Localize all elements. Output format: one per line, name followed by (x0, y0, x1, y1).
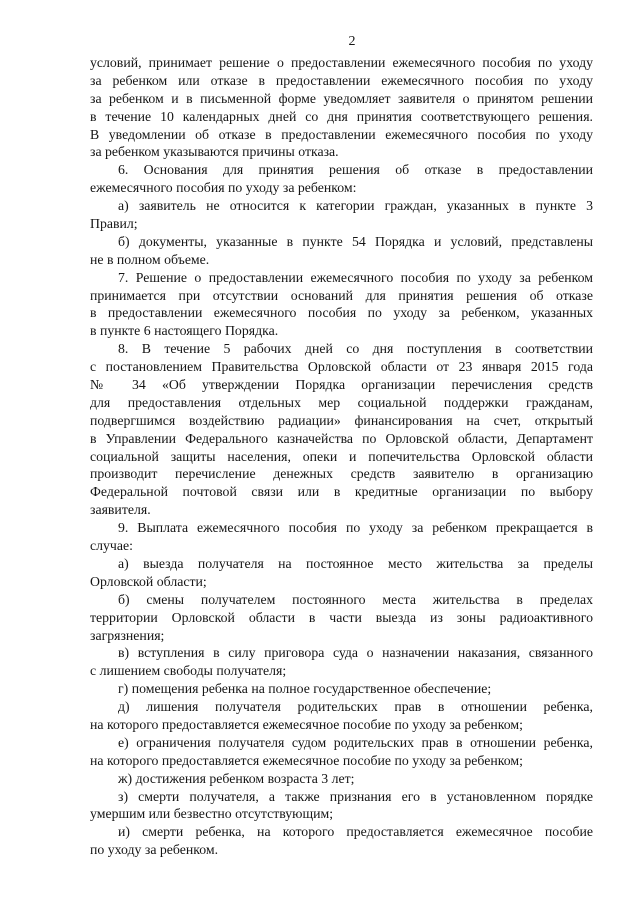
paragraph (90, 233, 593, 269)
text-line: не в полном объеме. (90, 251, 210, 267)
text-line: загрязнения; (90, 627, 165, 643)
text-line: е) ограничения получателя судом родительских прав в отношении ребенка, (118, 734, 593, 750)
paragraph (90, 734, 593, 770)
paragraph (90, 788, 593, 824)
text-line: б) документы, указанные в пункте 54 Порядка и условий, представлены (118, 233, 593, 249)
text-line: на которого предоставляется ежемесячное пособие по уходу за ребенком; (90, 716, 523, 732)
paragraph (90, 340, 593, 519)
paragraph (90, 770, 593, 788)
text-line: подвергшимся воздействию радиации» финансирования на счет, открытый (90, 412, 593, 428)
text-line: за ребенком и в письменной форме уведомляет заявителя о принятом решении (90, 90, 593, 106)
text-line: по уходу за ребенком. (90, 842, 219, 858)
text-line: производит перечисление денежных средств заявителю в организацию (90, 466, 593, 482)
paragraph (90, 680, 593, 698)
paragraph (90, 591, 593, 645)
text-line: з) смерти получателя, а также признания его в установленном порядке (118, 788, 593, 804)
paragraph (90, 197, 593, 233)
text-line: территории Орловской области в части выезда из зоны радиоактивного (90, 609, 593, 625)
text-line: 8. В течение 5 рабочих дней со дня поступления в соответствии (118, 341, 593, 357)
text-line: случае: (90, 538, 133, 554)
text-line: заявителя. (90, 502, 151, 518)
text-line: Правил; (90, 216, 138, 232)
paragraph (90, 161, 593, 197)
text-line: с постановлением Правительства Орловской области от 23 января 2015 года (90, 359, 593, 375)
text-line: за ребенком или отказе в предоставлении ежемесячного пособия по уходу (90, 72, 593, 88)
text-line: на которого предоставляется ежемесячное пособие по уходу за ребенком; (90, 752, 523, 768)
text-line: в предоставлении ежемесячного пособия по уходу за ребенком, указанных (90, 305, 593, 321)
text-line: в Управлении Федерального казначейства по Орловской области, Департамент (90, 430, 593, 446)
text-line: в пункте 6 настоящего Порядка. (90, 323, 279, 339)
text-line: а) заявитель не относится к категории граждан, указанных в пункте 3 (118, 198, 593, 214)
text-line: 7. Решение о предоставлении ежемесячного пособия по уходу за ребенком (118, 269, 593, 285)
text-line: Орловской области; (90, 573, 207, 589)
text-line: 6. Основания для принятия решения об отказе в предоставлении (118, 162, 593, 178)
text-line: в течение 10 календарных дней со дня принятия соответствующего решения. (90, 108, 593, 124)
text-line: с лишением свободы получателя; (90, 663, 287, 679)
text-line: № 34 «Об утверждении Порядка организации перечисления средств (90, 377, 593, 393)
document-body (90, 54, 593, 859)
text-line: социальной защиты населения, опеки и попечительства Орловской области (90, 448, 593, 464)
paragraph (90, 698, 593, 734)
text-line: Федеральной почтовой связи или в кредитные организации по выбору (90, 484, 593, 500)
text-line: условий, принимает решение о предоставлении ежемесячного пособия по уходу (90, 55, 593, 70)
paragraph (90, 644, 593, 680)
paragraph (90, 269, 593, 341)
page-number: 2 (348, 34, 356, 49)
text-line: 9. Выплата ежемесячного пособия по уходу за ребенком прекращается в (118, 520, 593, 536)
paragraph (90, 54, 593, 161)
text-line: для предоставления отдельных мер социальной поддержки гражданам, (90, 394, 593, 410)
text-line: и) смерти ребенка, на которого предоставляется ежемесячное пособие (118, 824, 593, 840)
text-line: В уведомлении об отказе в предоставлении ежемесячного пособия по уходу (90, 126, 593, 142)
paragraph (90, 519, 593, 555)
text-line: д) лишения получателя родительских прав в отношении ребенка, (118, 699, 593, 715)
text-line: за ребенком указываются причины отказа. (90, 144, 339, 160)
text-line: г) помещения ребенка на полное государственное обеспечение; (118, 681, 492, 697)
paragraph (90, 555, 593, 591)
text-line: б) смены получателем постоянного места жительства в пределах (118, 591, 593, 607)
text-line: а) выезда получателя на постоянное место жительства за пределы (118, 555, 593, 571)
text-line: ж) достижения ребенком возраста 3 лет; (118, 770, 355, 786)
paragraph (90, 823, 593, 859)
text-line: ежемесячного пособия по уходу за ребенком: (90, 180, 357, 196)
text-line: принимается при отсутствии оснований для принятия решения об отказе (90, 287, 593, 303)
text-line: умершим или безвестно отсутствующим; (90, 806, 334, 822)
text-line: в) вступления в силу приговора суда о назначении наказания, связанного (118, 645, 593, 661)
